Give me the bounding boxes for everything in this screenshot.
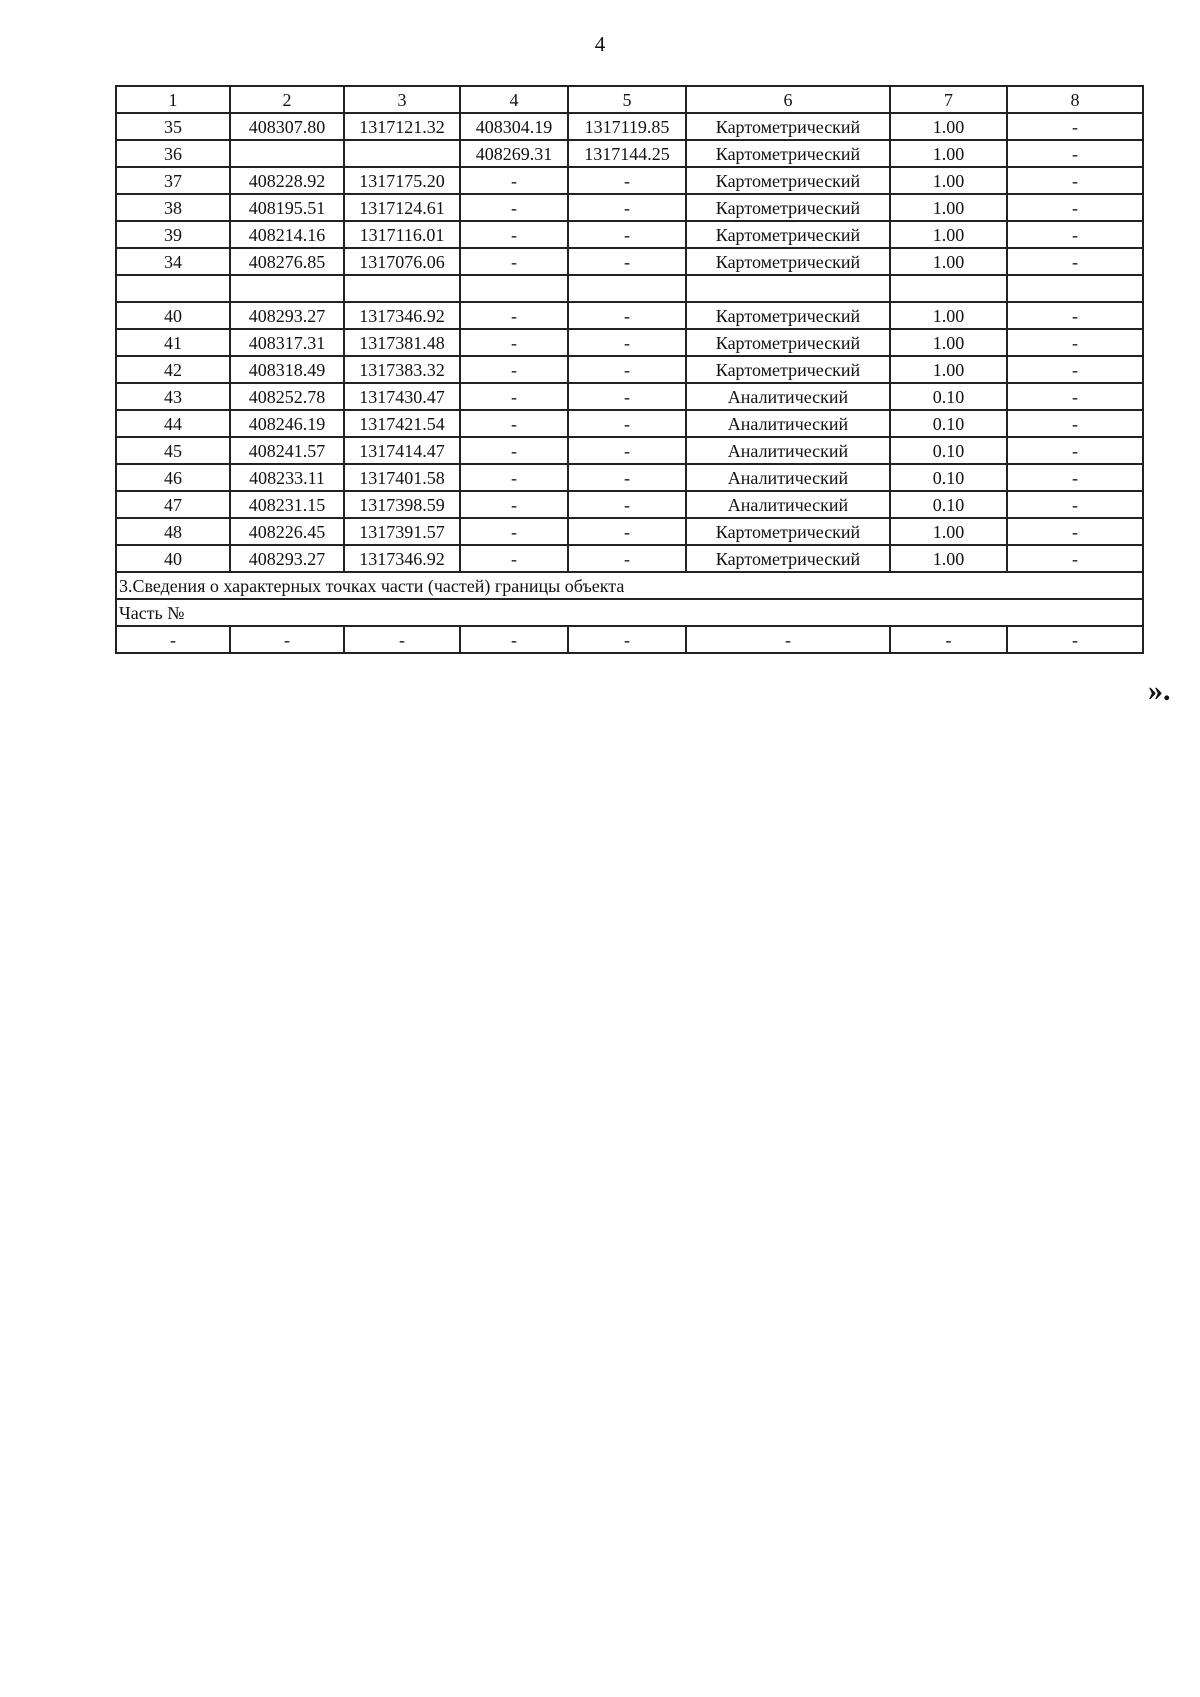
table-cell: 1.00 — [890, 356, 1007, 383]
part-row — [116, 599, 1143, 626]
table-cell: 408293.27 — [230, 545, 344, 572]
table-cell: 1317401.58 — [344, 464, 460, 491]
table-cell: - — [460, 626, 568, 653]
table-cell: 0.10 — [890, 464, 1007, 491]
table-cell: Аналитический — [686, 491, 890, 518]
table-cell: Картометрический — [686, 194, 890, 221]
table-cell: 37 — [116, 167, 230, 194]
table-cell: - — [568, 329, 686, 356]
table-cell: 1317391.57 — [344, 518, 460, 545]
table-cell: 1317383.32 — [344, 356, 460, 383]
table-cell: 45 — [116, 437, 230, 464]
table-cell: 42 — [116, 356, 230, 383]
header-cell: 8 — [1007, 86, 1143, 113]
table-cell: - — [1007, 437, 1143, 464]
table-cell: - — [1007, 113, 1143, 140]
table-cell — [230, 275, 344, 302]
table-cell: 1317381.48 — [344, 329, 460, 356]
table-cell: 47 — [116, 491, 230, 518]
table-row — [116, 545, 1143, 572]
table-cell: 1317414.47 — [344, 437, 460, 464]
table-cell: - — [568, 302, 686, 329]
table-cell: 408233.11 — [230, 464, 344, 491]
table-cell: 34 — [116, 248, 230, 275]
table-cell: 48 — [116, 518, 230, 545]
table-cell: 40 — [116, 302, 230, 329]
table-cell: Картометрический — [686, 545, 890, 572]
table-cell: 1317398.59 — [344, 491, 460, 518]
table-cell — [116, 275, 230, 302]
table-cell: - — [1007, 356, 1143, 383]
table-cell: 408304.19 — [460, 113, 568, 140]
table-cell: Картометрический — [686, 329, 890, 356]
header-cell: 2 — [230, 86, 344, 113]
table-cell: 40 — [116, 545, 230, 572]
table-cell: 44 — [116, 410, 230, 437]
table-cell: - — [1007, 248, 1143, 275]
table-cell: 38 — [116, 194, 230, 221]
table-cell: Картометрический — [686, 518, 890, 545]
section-row — [116, 572, 1143, 599]
table-row — [116, 410, 1143, 437]
table-cell: Картометрический — [686, 167, 890, 194]
table-cell: - — [568, 221, 686, 248]
table-cell: 408252.78 — [230, 383, 344, 410]
table-row — [116, 329, 1143, 356]
table-cell: 1317430.47 — [344, 383, 460, 410]
table-cell: - — [568, 545, 686, 572]
table-cell: 1.00 — [890, 329, 1007, 356]
table-cell — [460, 275, 568, 302]
table-cell: 408246.19 — [230, 410, 344, 437]
table-row — [116, 167, 1143, 194]
header-cell: 1 — [116, 86, 230, 113]
table-header-row — [116, 86, 1143, 113]
table-cell: - — [460, 383, 568, 410]
table-cell: - — [460, 410, 568, 437]
table-row — [116, 518, 1143, 545]
table-cell: Аналитический — [686, 437, 890, 464]
table-cell: - — [1007, 383, 1143, 410]
table-cell: 408293.27 — [230, 302, 344, 329]
table-cell: - — [1007, 329, 1143, 356]
table-cell: - — [460, 194, 568, 221]
table-cell: 0.10 — [890, 383, 1007, 410]
table-row — [116, 491, 1143, 518]
table-cell: - — [1007, 221, 1143, 248]
table-cell: - — [460, 329, 568, 356]
table-cell: 408226.45 — [230, 518, 344, 545]
table-cell: 35 — [116, 113, 230, 140]
table-cell: 1.00 — [890, 167, 1007, 194]
table-cell: 1.00 — [890, 140, 1007, 167]
table-cell: 1317175.20 — [344, 167, 460, 194]
table-cell: - — [460, 437, 568, 464]
table-cell: 1317346.92 — [344, 302, 460, 329]
table-row — [116, 140, 1143, 167]
table-cell: - — [568, 410, 686, 437]
table-cell: - — [1007, 545, 1143, 572]
table-cell: - — [1007, 518, 1143, 545]
table-cell: 46 — [116, 464, 230, 491]
table-cell: 1.00 — [890, 194, 1007, 221]
page-number: 4 — [594, 32, 606, 56]
table-cell: 1.00 — [890, 113, 1007, 140]
header-cell: 7 — [890, 86, 1007, 113]
table-cell — [686, 275, 890, 302]
table-row — [116, 383, 1143, 410]
table-cell: 1317124.61 — [344, 194, 460, 221]
table-cell: - — [460, 167, 568, 194]
table-cell: 43 — [116, 383, 230, 410]
table-cell: - — [460, 221, 568, 248]
table-cell: 408228.92 — [230, 167, 344, 194]
table-cell: 36 — [116, 140, 230, 167]
table-cell: - — [686, 626, 890, 653]
table-cell: 39 — [116, 221, 230, 248]
table-cell: - — [116, 626, 230, 653]
header-cell: 3 — [344, 86, 460, 113]
table-cell: 408195.51 — [230, 194, 344, 221]
table-cell: - — [568, 491, 686, 518]
table-cell: - — [1007, 491, 1143, 518]
characteristic-points-table — [115, 85, 1144, 654]
table-cell: - — [568, 437, 686, 464]
table-cell: - — [230, 626, 344, 653]
table-cell: - — [568, 167, 686, 194]
table-cell: - — [1007, 302, 1143, 329]
table-cell: Аналитический — [686, 464, 890, 491]
table-cell: 408307.80 — [230, 113, 344, 140]
table-cell — [890, 275, 1007, 302]
table-row — [116, 302, 1143, 329]
table-cell: 1317121.32 — [344, 113, 460, 140]
table-cell: 1317421.54 — [344, 410, 460, 437]
table-row — [116, 194, 1143, 221]
table-cell: Картометрический — [686, 140, 890, 167]
table-cell: Аналитический — [686, 383, 890, 410]
table-row — [116, 248, 1143, 275]
table-cell: - — [460, 491, 568, 518]
table-cell: - — [890, 626, 1007, 653]
table-cell: - — [568, 248, 686, 275]
table-cell: - — [1007, 194, 1143, 221]
table-cell: 0.10 — [890, 491, 1007, 518]
table-cell: Картометрический — [686, 221, 890, 248]
table-cell: - — [344, 626, 460, 653]
table-cell: 1317116.01 — [344, 221, 460, 248]
table-cell: 41 — [116, 329, 230, 356]
table-cell: - — [1007, 410, 1143, 437]
table-cell: Картометрический — [686, 113, 890, 140]
table-cell: - — [568, 626, 686, 653]
table-cell: 408318.49 — [230, 356, 344, 383]
table-cell — [230, 140, 344, 167]
table-cell: 1317346.92 — [344, 545, 460, 572]
table-cell: Картометрический — [686, 302, 890, 329]
table-cell: Аналитический — [686, 410, 890, 437]
table-cell: Картометрический — [686, 356, 890, 383]
table-row — [116, 113, 1143, 140]
table-cell: - — [460, 302, 568, 329]
header-cell: 5 — [568, 86, 686, 113]
table-cell: 1.00 — [890, 221, 1007, 248]
table-cell: - — [1007, 464, 1143, 491]
table-row — [116, 221, 1143, 248]
table-row — [116, 464, 1143, 491]
table-cell: - — [568, 518, 686, 545]
table-row — [116, 437, 1143, 464]
table-cell: 1.00 — [890, 302, 1007, 329]
table-cell — [568, 275, 686, 302]
table-cell: 1.00 — [890, 248, 1007, 275]
table-cell: - — [1007, 167, 1143, 194]
closing-quote-mark: ». — [1148, 674, 1171, 707]
table-cell: 1317119.85 — [568, 113, 686, 140]
table-cell — [344, 140, 460, 167]
table-cell: 1.00 — [890, 518, 1007, 545]
part-label: Часть № — [116, 599, 1143, 626]
table-body — [116, 86, 1143, 653]
table-row — [116, 356, 1143, 383]
table-cell: 408276.85 — [230, 248, 344, 275]
table-cell: 408214.16 — [230, 221, 344, 248]
table-cell: - — [460, 248, 568, 275]
section-title: 3.Сведения о характерных точках части (частей) границы объекта — [116, 572, 1143, 599]
header-cell: 4 — [460, 86, 568, 113]
empty-part-row — [116, 626, 1143, 653]
table-cell: - — [460, 464, 568, 491]
table-cell: 0.10 — [890, 410, 1007, 437]
header-cell: 6 — [686, 86, 890, 113]
table-cell: - — [1007, 626, 1143, 653]
table-cell: - — [568, 194, 686, 221]
table-cell: 1317076.06 — [344, 248, 460, 275]
table-cell: - — [1007, 140, 1143, 167]
table-cell: - — [568, 356, 686, 383]
table-cell: - — [568, 383, 686, 410]
table-cell: 408241.57 — [230, 437, 344, 464]
table-cell: 408269.31 — [460, 140, 568, 167]
table-cell — [1007, 275, 1143, 302]
table-cell: 1317144.25 — [568, 140, 686, 167]
table-row — [116, 275, 1143, 302]
table-cell — [344, 275, 460, 302]
table-cell: - — [460, 518, 568, 545]
table-cell: 0.10 — [890, 437, 1007, 464]
table-cell: - — [460, 356, 568, 383]
table-cell: 1.00 — [890, 545, 1007, 572]
table-cell: - — [568, 464, 686, 491]
table-cell: Картометрический — [686, 248, 890, 275]
table-cell: - — [460, 545, 568, 572]
table-cell: 408231.15 — [230, 491, 344, 518]
table-cell: 408317.31 — [230, 329, 344, 356]
